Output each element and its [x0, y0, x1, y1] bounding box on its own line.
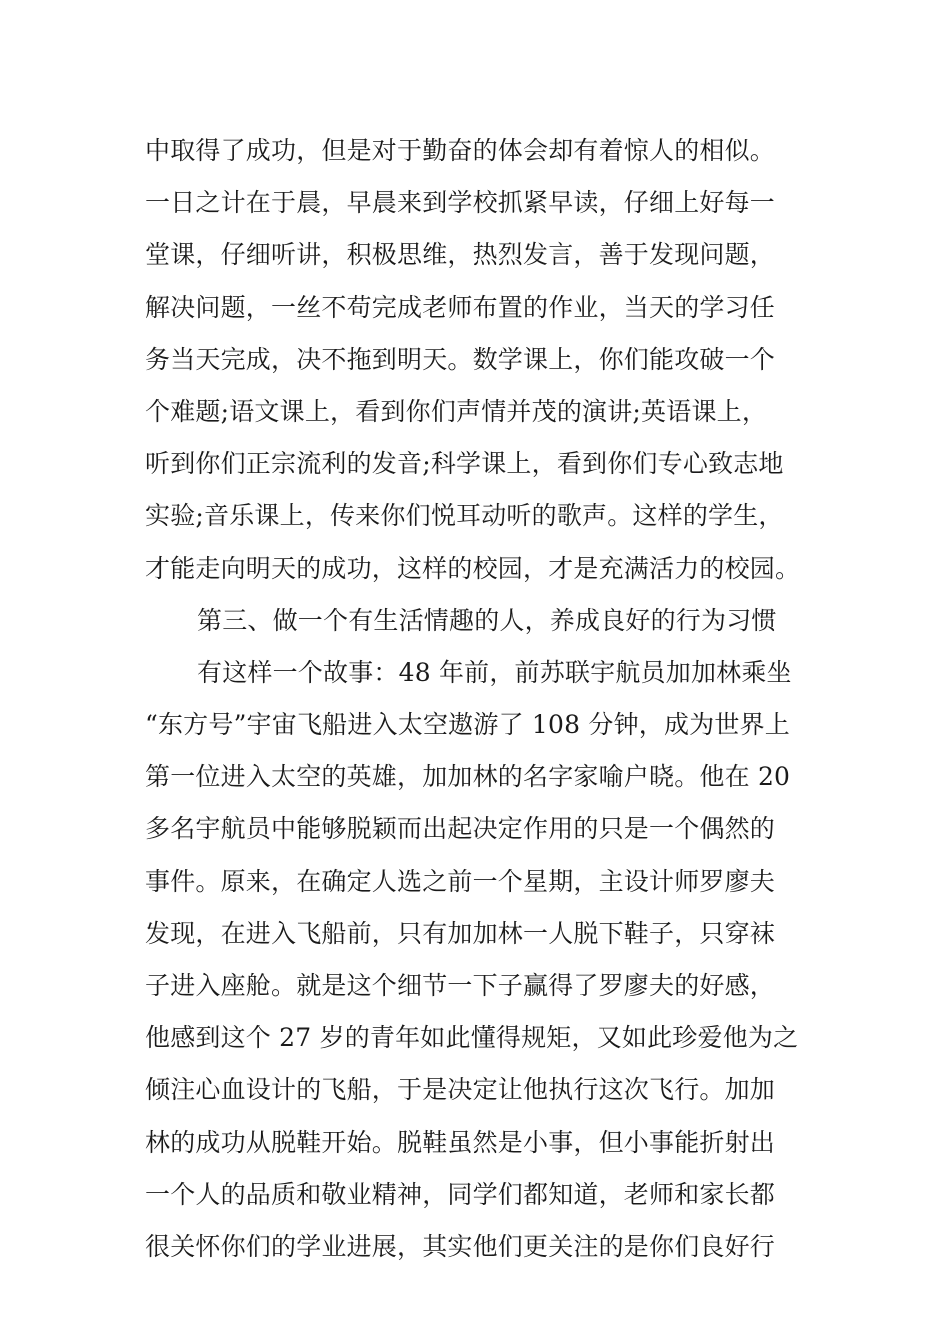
text-line: 实验;音乐课上，传来你们悦耳动听的歌声。这样的学生，: [145, 501, 784, 531]
text-line: 发现，在进入飞船前，只有加加林一人脱下鞋子，只穿袜: [145, 918, 776, 948]
text-line: 倾注心血设计的飞船，于是决定让他执行这次飞行。加加: [145, 1075, 776, 1105]
text-line: 务当天完成，决不拖到明天。数学课上，你们能攻破一个: [145, 344, 776, 374]
text-line: 解决问题，一丝不苟完成老师布置的作业，当天的学习任: [145, 292, 776, 322]
text-line: 林的成功从脱鞋开始。脱鞋虽然是小事，但小事能折射出: [145, 1127, 776, 1157]
text-line: 一日之计在于晨，早晨来到学校抓紧早读，仔细上好每一: [145, 188, 776, 218]
text-line: 才能走向明天的成功，这样的校园，才是充满活力的校园。: [145, 553, 801, 583]
text-line: 子进入座舱。就是这个细节一下子赢得了罗廖夫的好感，: [145, 971, 776, 1000]
body-text: [145, 125, 810, 1273]
text-line: 多名宇航员中能够脱颖而出起决定作用的只是一个偶然的: [145, 814, 776, 844]
text-line: 个难题;语文课上，看到你们声情并茂的演讲;英语课上，: [145, 396, 768, 426]
text-line: 一个人的品质和敬业精神，同学们都知道，老师和家长都: [145, 1179, 776, 1209]
text-line: 第一位进入太空的英雄，加加林的名字家喻户晓。他在 20: [145, 762, 791, 792]
paragraph-start-line: 有这样一个故事：48 年前，前苏联宇航员加加林乘坐: [197, 657, 792, 687]
text-line: 中取得了成功，但是对于勤奋的体会却有着惊人的相似。: [145, 136, 776, 165]
text-line: “东方号”宇宙飞船进入太空遨游了 108 分钟，成为世界上: [145, 710, 790, 740]
text-line: 事件。原来，在确定人选之前一个星期，主设计师罗廖夫: [145, 866, 776, 896]
text-line: 他感到这个 27 岁的青年如此懂得规矩，又如此珍爱他为之: [145, 1023, 799, 1053]
section-heading: 第三、做一个有生活情趣的人，养成良好的行为习惯: [197, 605, 777, 635]
text-line: 堂课，仔细听讲，积极思维，热烈发言，善于发现问题，: [145, 240, 776, 270]
text-line: 很关怀你们的学业进展，其实他们更关注的是你们良好行: [145, 1231, 776, 1261]
text-line: 听到你们正宗流利的发音;科学课上，看到你们专心致志地: [145, 449, 784, 479]
